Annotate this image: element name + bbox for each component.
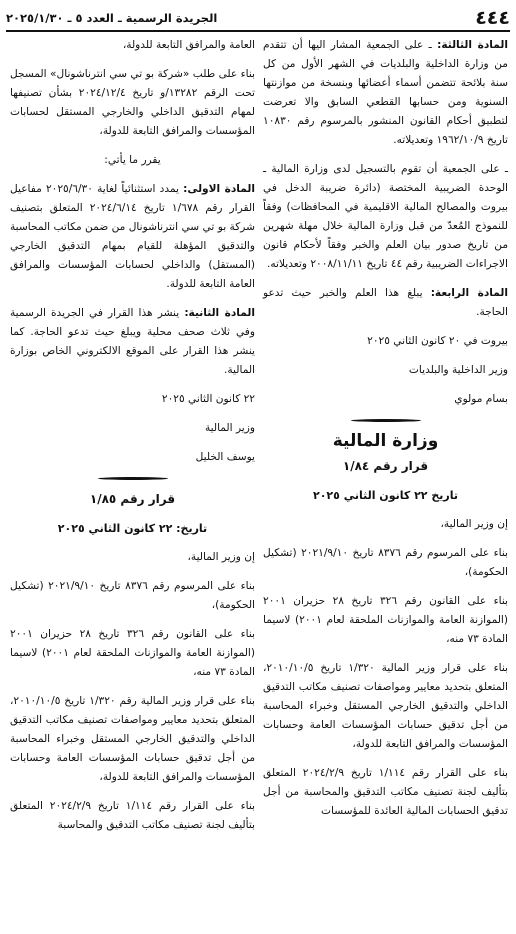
gazette-issue-info: الجريدة الرسمية ـ العدد ٥ ـ ٢٠٢٥/١/٣٠	[6, 11, 218, 25]
article-3-label: المادة الثالثة:	[437, 39, 508, 51]
article-4-text: يبلغ هذا العلم والخبر حيث تدعو الحاجة.	[263, 287, 508, 318]
signature-date: بيروت في ٢٠ كانون الثاني ٢٠٢٥	[367, 335, 508, 347]
continued-paragraph: العامة والمرافق التابعة للدولة،	[122, 39, 255, 51]
section-divider	[98, 477, 168, 480]
section-divider	[351, 419, 421, 422]
decision-84-para: بناء على المرسوم رقم ٨٣٧٦ تاريخ ٢٠٢١/٩/١٠ (تشكيل الحكومة)،	[263, 547, 508, 578]
decision-84-para: بناء على القانون رقم ٣٢٦ تاريخ ٢٨ حزيران ٢٠٠١ (الموازنة العامة والموازنات الملحقة لعام ٢٠٠١) لاسيما المادة ٧٣ منه،	[263, 595, 509, 645]
decision-85-para: إن وزير المالية،	[187, 551, 255, 563]
ministry-heading: وزارة المالية	[332, 431, 439, 451]
article-1-label: المادة الاولى:	[183, 183, 255, 195]
article-1-text: يمدد استثنائياً لغاية ٢٠٢٥/٦/٣٠ مفاعيل القرار رقم ١/٦٧٨ تاريخ ٢٠٢٤/٦/١٤ المتعلق بتصنيف شركة بو تي سي انترناشونال من ضمن مكاتب المحاسبة والتدقيق المؤهلة للقيام بمهام التدقيق الخارجي (المستقل) والداخلي لحسابات المؤسسات والمرافق العامة التابعة للدولة.	[10, 183, 255, 290]
page-header	[6, 6, 510, 32]
decision-84-title: قرار رقم ١/٨٤	[342, 459, 429, 473]
signature-role: وزير المالية	[204, 422, 255, 434]
article-2-text: ينشر هذا القرار في الجريدة الرسمية وفي ثلاث صحف محلية ويبلغ حيث تدعو الحاجة. كما ينشر هذا القرار على الموقع الالكتروني الخاص بوزارة المالية.	[10, 307, 255, 376]
decision-84-para: بناء على قرار وزير المالية ١/٣٢٠ تاريخ ٢٠١٠/١٠/٥، المتعلق بتحديد معايير ومواصفات تصنيف مكاتب التدقيق الداخلي والتدقيق الخارجي المستقل وخبراء المحاسبة من أجل تدقيق حسابات المؤسسات العامة وحسابات المؤسسات والمرافق التابعة للدولة،	[263, 662, 508, 750]
left-column	[10, 36, 255, 845]
request-paragraph: بناء على طلب «شركة بو تي سي انترناشونال» المسجل تحت الرقم ١٣٢٨٢/و تاريخ ٢٠٢٤/١٢/٤ بشأن تصنيفها لمهام التدقيق الداخلي والخارجي المستقل لحسابات المؤسسات والمرافق التابعة للدولة،	[10, 68, 255, 137]
signature-role: وزير الداخلية والبلديات	[408, 364, 508, 376]
decision-84-para: بناء على القرار رقم ١/١١٤ تاريخ ٢٠٢٤/٢/٩ المتعلق بتأليف لجنة تصنيف مكاتب التدقيق والمحاسبة من أجل تدقيق الحسابات المالية العائدة للمؤسسات	[263, 767, 508, 817]
decision-84-date: تاريخ ٢٢ كانون الثاني ٢٠٢٥	[313, 489, 458, 502]
decision-85-para: بناء على القانون رقم ٣٢٦ تاريخ ٢٨ حزيران ٢٠٠١ (الموازنة العامة والموازنات الملحقة لعام ٢٠٠١) لاسيما المادة ٧٣ منه،	[10, 628, 256, 678]
decides-heading: يقرر ما يأتي:	[104, 154, 161, 166]
article-3	[263, 36, 508, 150]
article-3-text: ـ على الجمعية المشار اليها أن تتقدم من وزارة الداخلية والبلديات في الشهر الأول من كل سنة بلائحة تتضمن أسماء أعضائها وبنسخة من موازنتها السنوية ومن حسابها القطعي السابق والا تعرضت لتطبيق أحكام القانون المنشور بالمرسوم رقم ١٠٨٣٠ تاريخ ١٩٦٢/١٠/٩ وتعديلاته.	[263, 39, 508, 146]
decision-85-para: بناء على المرسوم رقم ٨٣٧٦ تاريخ ٢٠٢١/٩/١٠ (تشكيل الحكومة)،	[10, 580, 255, 611]
decision-84-para: إن وزير المالية،	[440, 518, 508, 530]
signature-name: يوسف الخليل	[195, 451, 255, 463]
article-2	[10, 304, 255, 380]
article-4-label: المادة الرابعة:	[430, 287, 508, 299]
article-2-label: المادة الثانية:	[184, 307, 255, 319]
article-4	[263, 284, 508, 322]
decision-85-date: تاريخ: ٢٢ كانون الثاني ٢٠٢٥	[57, 522, 208, 535]
decision-85-title: قرار رقم ١/٨٥	[89, 492, 176, 506]
page-number: ٤٤٤	[475, 7, 510, 29]
decision-85-para: بناء على قرار وزير المالية رقم ١/٣٢٠ تاريخ ٢٠١٠/١٠/٥، المتعلق بتحديد معايير ومواصفات تصنيف مكاتب التدقيق الداخلي والتدقيق الخارجي المستقل وخبراء المحاسبة من أجل تدقيق حسابات المؤسسات العامة وحسابات المؤسسات والمرافق التابعة للدولة،	[10, 695, 255, 783]
article-3-text-2: ـ على الجمعية أن تقوم بالتسجيل لدى وزارة المالية ـ الوحدة الضريبية المختصة (دائرة ضريبة الدخل في بيروت والمصالح المالية الاقليمية في المحافظات) وفقاً للنموذج المُعدّ من قبل وزارة المالية خلال مهلة شهرين من تاريخ صدور بيان العلم والخبر وفقاً لأحكام قانون الاجراءات الضريبية رقم ٤٤ تاريخ ٢٠٠٨/١١/١١ وتعديلاته.	[263, 163, 508, 270]
decision-85-para: بناء على القرار رقم ١/١١٤ تاريخ ٢٠٢٤/٢/٩ المتعلق بتأليف لجنة تصنيف مكاتب التدقيق والمحاسبة	[10, 800, 255, 831]
signature-name: بسام مولوي	[454, 393, 508, 405]
right-column	[263, 36, 508, 831]
article-1	[10, 180, 255, 294]
signature-date: ٢٢ كانون الثاني ٢٠٢٥	[161, 393, 255, 405]
